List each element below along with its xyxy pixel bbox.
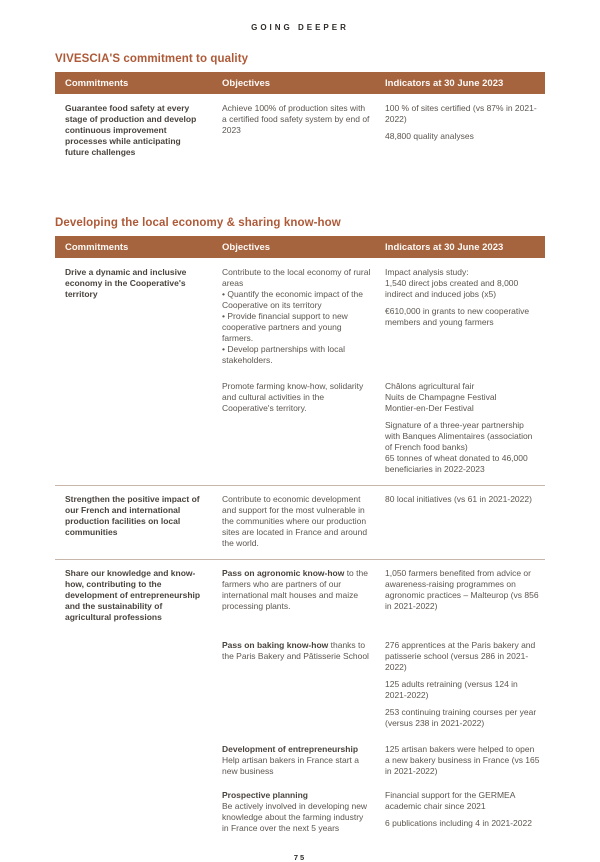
indicator-text: Signature of a three-year partnership with Banques Alimentaires (association of French food banks) <box>385 420 533 452</box>
table-subrow <box>55 568 545 623</box>
commitment-cell: Guarantee food safety at every stage of production and develop continuous improvement processes while anticipating future challenges <box>65 103 197 157</box>
objective-cell <box>222 381 385 475</box>
objective-cell <box>222 640 385 729</box>
table-subrow <box>55 267 545 366</box>
indicator-cell <box>385 744 545 777</box>
commitment-cell-empty <box>55 744 222 777</box>
column-header-commitments: Commitments <box>65 77 129 89</box>
table-row <box>55 560 545 844</box>
column-header-commitments: Commitments <box>65 241 129 253</box>
objective-text: to the farmers who are partners of our international malt houses and maize processing plants. <box>222 568 368 611</box>
table-subrow <box>55 744 545 777</box>
indicator-cell <box>385 640 545 729</box>
objective-cell <box>222 103 385 158</box>
quality-table <box>55 72 545 168</box>
column-header-indicators: Indicators at 30 June 2023 <box>385 241 504 253</box>
objective-cell <box>222 790 385 834</box>
objective-cell <box>222 267 385 366</box>
indicator-cell <box>385 381 545 475</box>
indicator-text: Financial support for the GERMEA academic chair since 2021 <box>385 790 515 811</box>
indicator-cell <box>385 790 545 834</box>
column-header-objectives: Objectives <box>222 241 271 253</box>
table-row <box>55 258 545 486</box>
page-number: 75 <box>293 853 307 862</box>
quality-table-header-row <box>55 72 545 94</box>
objective-text: Contribute to the local economy of rural areas <box>222 267 371 288</box>
objective-lead-text: Pass on agronomic know-how <box>222 568 345 578</box>
indicator-text: 125 adults retraining (versus 124 in 2021-2022) <box>385 679 518 700</box>
commitment-cell: Share our knowledge and know-how, contributing to the development of entrepreneurship and the sustainability of agricultural professions <box>65 568 201 622</box>
indicator-cell <box>385 103 545 158</box>
table-row <box>55 94 545 168</box>
table-subrow <box>55 640 545 729</box>
objective-text: Be actively involved in developing new knowledge about the farming industry in France over the next 5 years <box>222 801 368 833</box>
objective-lead-text: Development of entrepreneurship <box>222 744 359 754</box>
indicator-text: 276 apprentices at the Paris bakery and patisserie school (versus 286 in 2021-2022) <box>385 640 536 672</box>
indicator-text: 65 tonnes of wheat donated to 46,000 beneficiaries in 2022-2023 <box>385 453 528 474</box>
indicator-text: 100 % of sites certified (vs 87% in 2021-2022) <box>385 103 537 124</box>
economy-table-header-row <box>55 236 545 258</box>
indicator-text: 253 continuing training courses per year (versus 238 in 2021-2022) <box>385 707 537 728</box>
objective-bullet: • Develop partnerships with local stakeholders. <box>222 344 345 365</box>
indicator-text: 125 artisan bakers were helped to open a new bakery business in France (vs 165 in 2021-2022) <box>385 744 540 776</box>
objective-text: Achieve 100% of production sites with a certified food safety system by end of 2023 <box>222 103 370 135</box>
indicator-text: Châlons agricultural fair <box>385 381 475 391</box>
commitment-cell: Strengthen the positive impact of our French and international production facilities on local communities <box>65 494 200 537</box>
column-header-objectives: Objectives <box>222 77 271 89</box>
objective-text: Contribute to economic development and support for the most vulnerable in the communities where our production sites are located in France and around the world. <box>222 494 368 548</box>
section-title-quality: VIVESCIA'S commitment to quality <box>55 53 249 65</box>
objective-text: thanks to the Paris Bakery and Pâtisserie School <box>222 640 369 661</box>
objective-cell <box>222 494 385 549</box>
indicator-text: 6 publications including 4 in 2021-2022 <box>385 818 532 828</box>
indicator-text: Impact analysis study: <box>385 267 469 277</box>
indicator-text: Montier-en-Der Festival <box>385 403 474 413</box>
indicator-text: 1,050 farmers benefited from advice or awareness-raising programmes on agronomic practices – Malteurop (vs 856 in 2021-2022) <box>385 568 539 611</box>
objective-bullet: • Quantify the economic impact of the Cooperative on its territory <box>222 289 363 310</box>
economy-table <box>55 236 545 844</box>
indicator-text: Nuits de Champagne Festival <box>385 392 497 402</box>
indicator-text: 80 local initiatives (vs 61 in 2021-2022) <box>385 494 532 504</box>
commitment-cell-empty <box>55 640 222 729</box>
objective-text: Promote farming know-how, solidarity and cultural activities in the Cooperative's territory. <box>222 381 364 413</box>
objective-text: Help artisan bakers in France start a new business <box>222 755 360 776</box>
commitment-cell: Drive a dynamic and inclusive economy in the Cooperative's territory <box>65 267 187 299</box>
table-row <box>55 486 545 560</box>
objective-lead-text: Pass on baking know-how <box>222 640 329 650</box>
indicator-cell <box>385 267 545 366</box>
objective-cell <box>222 568 385 623</box>
objective-bullet: • Provide financial support to new cooperative partners and young farmers. <box>222 311 348 343</box>
column-header-indicators: Indicators at 30 June 2023 <box>385 77 504 89</box>
commitment-cell-empty <box>55 381 222 475</box>
table-subrow <box>55 790 545 834</box>
objective-lead-text: Prospective planning <box>222 790 308 800</box>
table-subrow <box>55 381 545 475</box>
objective-cell <box>222 744 385 777</box>
indicator-cell <box>385 494 545 549</box>
indicator-text: €610,000 in grants to new cooperative members and young farmers <box>385 306 530 327</box>
indicator-text: 48,800 quality analyses <box>385 131 474 141</box>
indicator-cell <box>385 568 545 623</box>
commitment-cell-empty <box>55 790 222 834</box>
running-header: GOING DEEPER <box>251 23 349 32</box>
section-title-economy: Developing the local economy & sharing know-how <box>55 217 341 229</box>
indicator-text: 1,540 direct jobs created and 8,000 indirect and induced jobs (x5) <box>385 278 519 299</box>
